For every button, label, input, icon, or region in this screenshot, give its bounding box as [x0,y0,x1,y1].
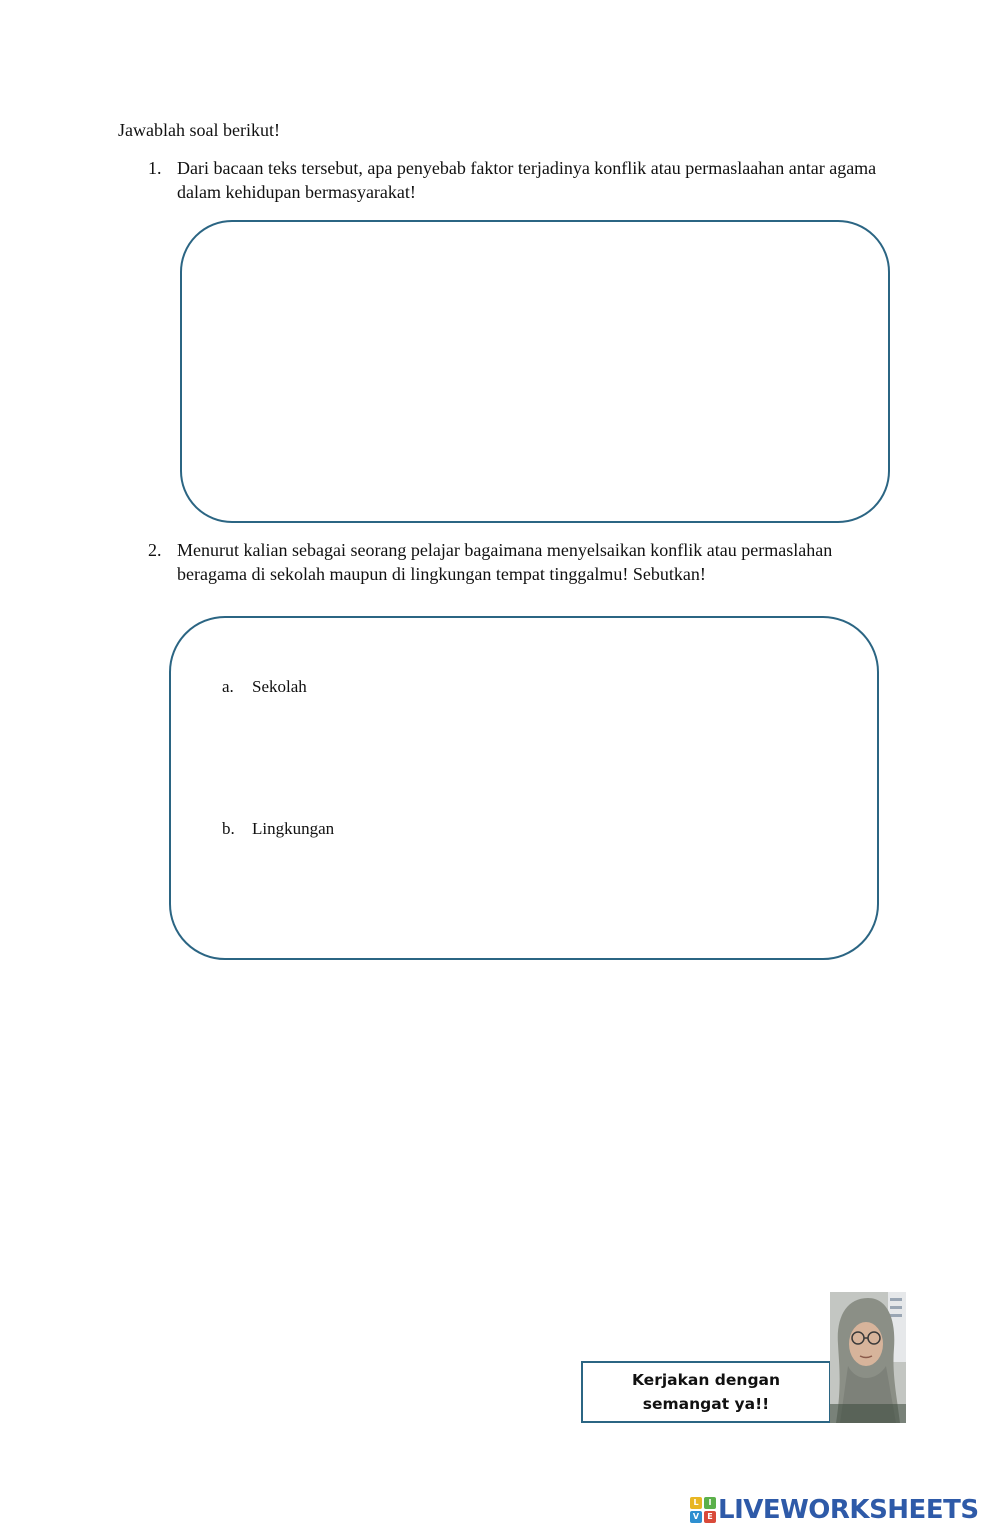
sub-item-label: Sekolah [252,677,307,696]
question-text: Menurut kalian sebagai seorang pelajar bagaimana menyelsaikan konflik atau permaslahan beragama di sekolah maupun di lingkungan tempat tinggalmu! Sebutkan! [177,540,833,584]
teacher-photo [830,1292,906,1423]
question-text: Dari bacaan teks tersebut, apa penyebab faktor terjadinya konflik atau permaslaahan antar agama dalam kehidupan bermasyarakat! [177,158,877,202]
question-number: 1. [148,158,162,178]
logo-tile: V [690,1511,702,1523]
answer-box-2[interactable] [169,616,879,960]
sub-item-lingkungan [222,818,334,840]
page-heading: Jawablah soal berikut! [118,120,280,140]
question-number: 2. [148,540,162,560]
question-1 [148,156,878,204]
logo-tile: I [704,1497,716,1509]
sub-item-sekolah [222,676,307,698]
sub-item-letter: b. [222,819,235,838]
liveworksheets-logo-icon [690,1497,716,1523]
sub-item-letter: a. [222,677,234,696]
liveworksheets-logo-text: LIVEWORKSHEETS [718,1495,979,1525]
sub-item-label: Lingkungan [252,819,335,838]
answer-box-1[interactable] [180,220,890,523]
motivation-note: Kerjakan dengan semangat ya!! [581,1361,831,1423]
question-2 [148,538,888,586]
liveworksheets-logo [690,1494,979,1526]
logo-tile: E [704,1511,716,1523]
logo-tile: L [690,1497,702,1509]
teacher-avatar [830,1292,906,1423]
